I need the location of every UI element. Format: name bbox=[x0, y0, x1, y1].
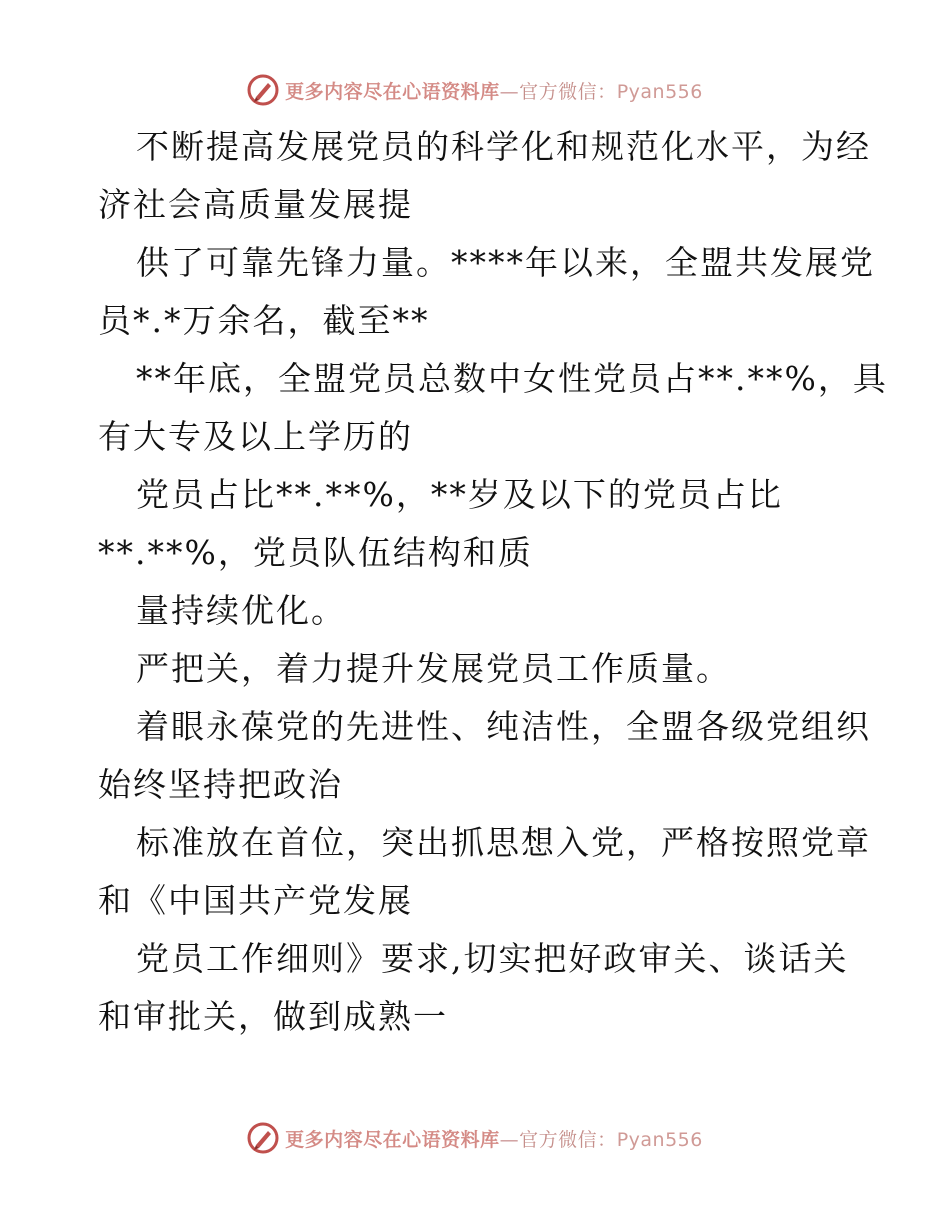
body-line: 和《中国共产党发展 bbox=[98, 881, 413, 920]
pen-logo-icon bbox=[247, 74, 279, 106]
body-line: 和审批关，做到成熟一 bbox=[98, 997, 448, 1036]
body-line: 始终坚持把政治 bbox=[98, 765, 343, 804]
body-line: **.**%，党员队伍结构和质 bbox=[98, 533, 533, 572]
body-line: **年底，全盟党员总数中女性党员占**.**%，具 bbox=[136, 359, 888, 398]
body-line: 标准放在首位，突出抓思想入党，严格按照党章 bbox=[136, 823, 871, 862]
body-line: 员*.*万余名，截至** bbox=[98, 301, 430, 340]
body-line: 着眼永葆党的先进性、纯洁性，全盟各级党组织 bbox=[136, 707, 871, 746]
body-line: 济社会高质量发展提 bbox=[98, 185, 413, 224]
body-line: 不断提高发展党员的科学化和规范化水平，为经 bbox=[136, 127, 871, 166]
body-line: 供了可靠先锋力量。****年以来，全盟共发展党 bbox=[136, 243, 875, 282]
footer-site-text: 更多内容尽在心语资料库 bbox=[285, 1128, 500, 1151]
body-line: 党员占比**.**%，**岁及以下的党员占比 bbox=[136, 475, 783, 514]
header-banner-text bbox=[285, 77, 703, 104]
footer-official-text: 官方微信： bbox=[519, 1128, 617, 1151]
body-line: 严把关，着力提升发展党员工作质量。 bbox=[136, 649, 731, 688]
header-official-text: 官方微信： bbox=[519, 80, 617, 103]
footer-dash: — bbox=[499, 1128, 520, 1151]
header-banner bbox=[0, 70, 950, 110]
header-dash: — bbox=[499, 80, 520, 103]
footer-banner bbox=[0, 1118, 950, 1158]
header-wechat-id: Pyan556 bbox=[616, 80, 703, 103]
body-line: 量持续优化。 bbox=[136, 591, 346, 630]
header-site-text: 更多内容尽在心语资料库 bbox=[285, 80, 500, 103]
footer-banner-text bbox=[285, 1125, 703, 1152]
document-body bbox=[98, 118, 888, 1046]
body-line: 有大专及以上学历的 bbox=[98, 417, 413, 456]
footer-wechat-id: Pyan556 bbox=[616, 1128, 703, 1151]
body-line: 党员工作细则》要求,切实把好政审关、谈话关 bbox=[136, 939, 849, 978]
pen-logo-icon bbox=[247, 1122, 279, 1154]
